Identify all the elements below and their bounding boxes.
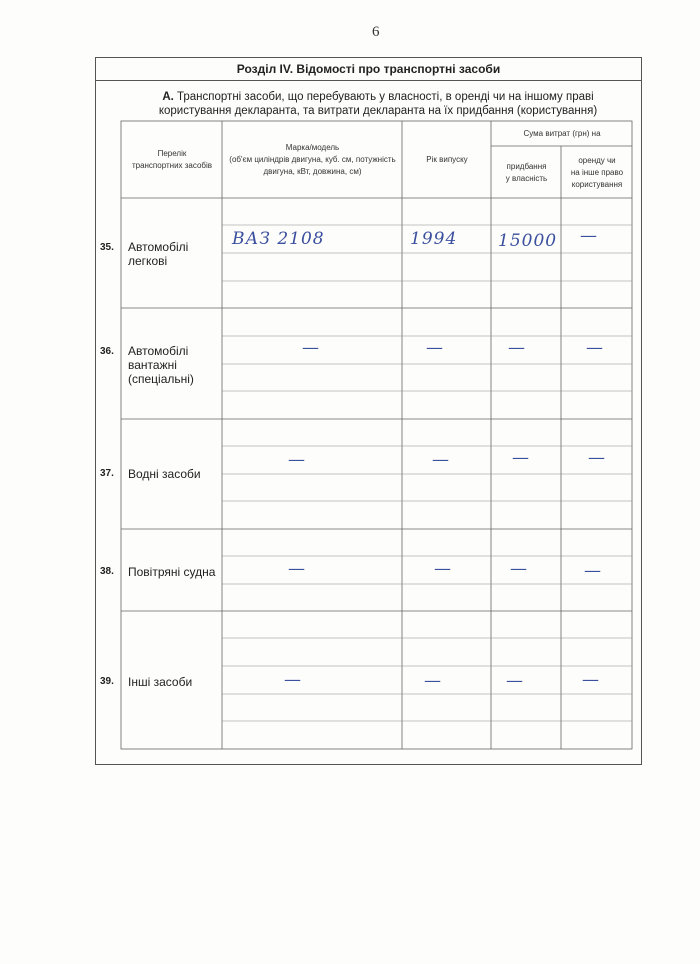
- subsection-text: Транспортні засоби, що перебувають у власності, в оренді чи на іншому праві користування декларанта, та витрати декларанта на їх придбання (користування): [158, 91, 598, 117]
- row-label-line: Водні засоби: [128, 467, 201, 481]
- header-sum-text: Сума витрат (грн) на: [523, 129, 601, 138]
- handwritten-model: —: [288, 450, 306, 470]
- row-number: 38.: [100, 566, 114, 577]
- header-model-line1: Марка/модель: [285, 143, 340, 152]
- header-purchase-line1: придбання: [506, 161, 547, 171]
- handwritten-model: ВАЗ 2108: [232, 229, 325, 249]
- handwritten-purchase: —: [506, 671, 524, 691]
- row-number: 36.: [100, 346, 114, 357]
- row-number: 35.: [100, 242, 114, 253]
- row-label: [128, 675, 218, 689]
- row-label-line: Інші засоби: [128, 675, 193, 689]
- handwritten-purchase: 15000: [498, 231, 558, 251]
- row-number: 37.: [100, 468, 114, 479]
- handwritten-year: —: [434, 559, 452, 579]
- handwritten-purchase: —: [510, 559, 528, 579]
- section-title: Розділ IV. Відомості про транспортні засоби: [96, 58, 641, 81]
- handwritten-model: —: [288, 559, 306, 579]
- header-year-text: Рік випуску: [426, 155, 468, 164]
- header-model-line2: (об'єм циліндрів двигуна, куб. см, потужність: [229, 155, 396, 164]
- row-label-line: Автомобілі: [128, 344, 189, 358]
- row-label-line: вантажні: [128, 358, 177, 372]
- row-label-line: (спеціальні): [128, 372, 194, 386]
- handwritten-year: 1994: [410, 229, 458, 249]
- handwritten-purchase: —: [512, 448, 530, 468]
- handwritten-rent: —: [582, 670, 600, 690]
- header-list: [122, 122, 222, 198]
- header-model-line3: двигуна, кВт, довжина, см): [263, 167, 362, 176]
- handwritten-model: —: [284, 670, 302, 690]
- row-label: [128, 344, 218, 386]
- row-number: 39.: [100, 676, 114, 687]
- header-sum: [492, 122, 632, 146]
- header-rent-line3: користування: [571, 179, 623, 189]
- header-rent: [562, 147, 632, 198]
- handwritten-rent: —: [588, 448, 606, 468]
- row-label: [128, 240, 218, 268]
- header-list-line1: Перелік: [157, 149, 187, 158]
- header-purchase-line2: у власність: [505, 173, 548, 183]
- subsection-letter: А.: [162, 91, 174, 103]
- header-rent-line1: оренду чи: [578, 155, 616, 165]
- header-list-line2: транспортних засобів: [131, 161, 213, 170]
- handwritten-rent: —: [584, 561, 602, 581]
- handwritten-year: —: [432, 450, 450, 470]
- row-label-line: Автомобілі: [128, 240, 189, 254]
- header-rent-line2: на інше право: [570, 167, 624, 177]
- handwritten-year: —: [426, 338, 444, 358]
- handwritten-model: —: [302, 338, 320, 358]
- header-year: [403, 122, 491, 198]
- handwritten-rent: —: [586, 338, 604, 358]
- row-label: [128, 467, 218, 481]
- row-label-line: легкові: [128, 254, 168, 268]
- handwritten-purchase: —: [508, 338, 526, 358]
- page-number: 6: [372, 24, 380, 40]
- header-purchase: [492, 147, 561, 198]
- row-label: [128, 565, 218, 579]
- header-model: [223, 122, 402, 198]
- handwritten-rent: —: [580, 226, 598, 246]
- handwritten-year: —: [424, 671, 442, 691]
- row-label-line: Повітряні судна: [128, 565, 216, 579]
